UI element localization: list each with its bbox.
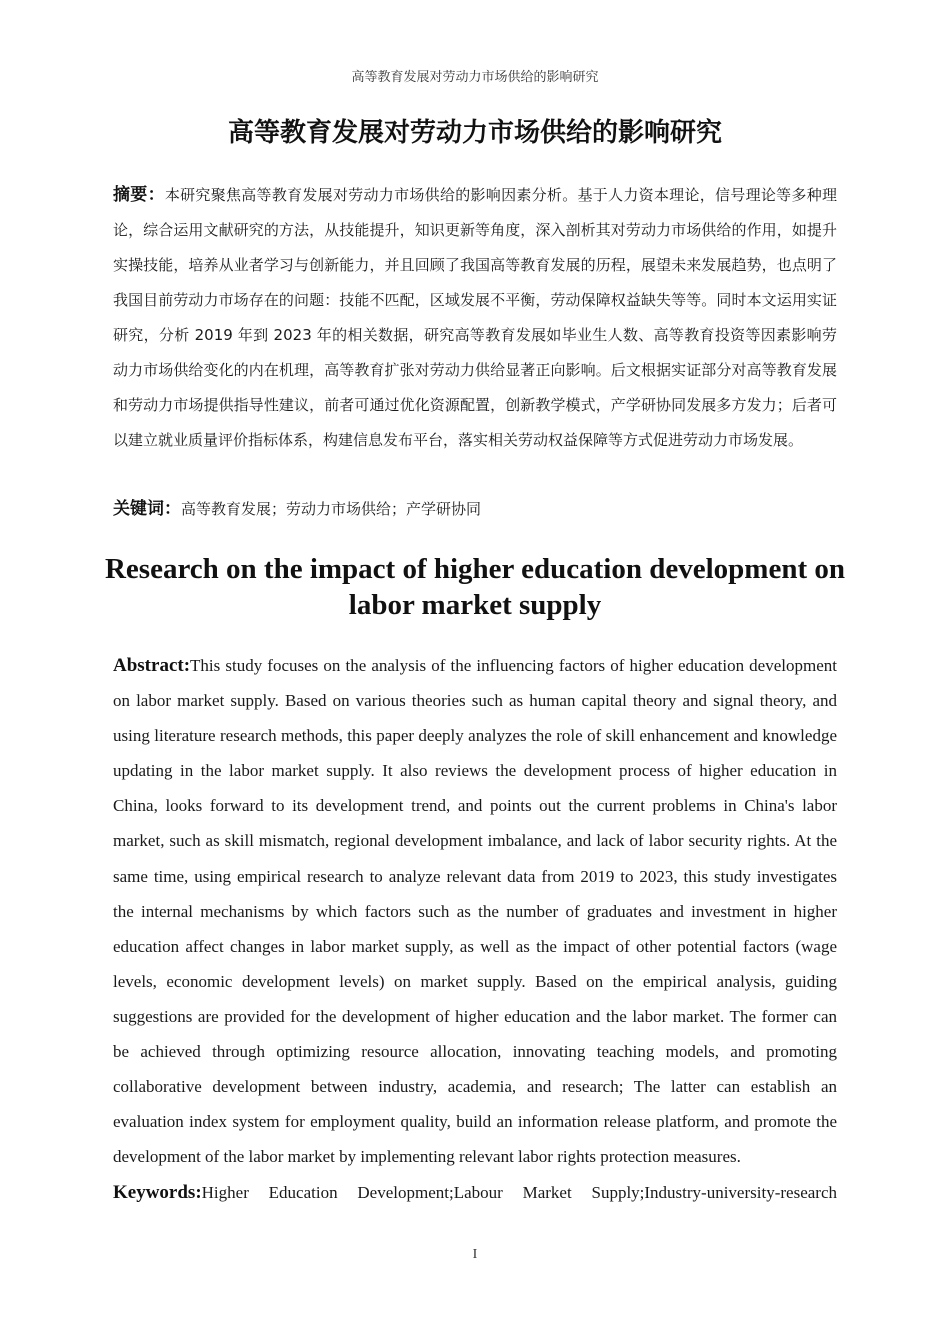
chinese-keywords-label: 关键词： [113,499,181,519]
english-abstract-text: This study focuses on the analysis of the influencing factors of higher education development on labor market supply. Based on various theories such as human capital theory and signal theory, and using literature research methods, this paper deeply analyzes the role of skill enhancement and knowledge updating in the labor market supply. It also reviews the development process of higher education in China, looks forward to its development trend, and points out the current problems in China's labor market, such as skill mismatch, regional development imbalance, and lack of labor security rights. At the same time, using empirical research to analyze relevant data from 2019 to 2023, this study investigates the internal mechanisms by which factors such as the number of graduates and investment in higher education affect changes in labor market supply, as well as the impact of other potential factors (wage levels, economic development levels) on market supply. Based on the empirical analysis, guiding suggestions are provided for the development of higher education and the labor market. The former can be achieved through optimizing resource allocation, innovating teaching models, and promoting collaborative development between industry, academia, and research; The latter can establish an evaluation index system for employment quality, build an information release platform, and promote the development of the labor market by implementing relevant labor rights protection measures. [113,656,837,1167]
english-abstract-label: Abstract: [113,655,191,676]
chinese-abstract-label: 摘要： [113,185,165,205]
english-keywords [113,1178,837,1208]
english-keywords-text: Higher Education Development;Labour Market Supply;Industry-university-research [201,1183,837,1202]
chinese-keywords [113,494,837,524]
english-title: Research on the impact of higher education development on labor market supply [104,553,845,621]
chinese-abstract-text: 本研究聚焦高等教育发展对劳动力市场供给的影响因素分析。基于人力资本理论，信号理论等多种理论，综合运用文献研究的方法，从技能提升，知识更新等角度，深入剖析其对劳动力市场供给的作用，如提升实操技能，培养从业者学习与创新能力，并且回顾了我国高等教育发展的历程，展望未来发展趋势，也点明了我国目前劳动力市场存在的问题：技能不匹配，区域发展不平衡，劳动保障权益缺失等等。同时本文运用实证研究，分析 2019 年到 2023 年的相关数据，研究高等教育发展如毕业生人数、高等教育投资等因素影响劳动力市场供给变化的内在机理，高等教育扩张对劳动力供给显著正向影响。后文根据实证部分对高等教育发展和劳动力市场提供指导性建议，前者可通过优化资源配置，创新教学模式，产学研协同发展多方发力；后者可以建立就业质量评价指标体系，构建信息发布平台，落实相关劳动权益保障等方式促进劳动力市场发展。 [113,186,838,449]
chinese-title: 高等教育发展对劳动力市场供给的影响研究 [227,118,722,148]
chinese-keywords-text: 高等教育发展；劳动力市场供给；产学研协同 [181,500,482,518]
english-keywords-label: Keywords: [113,1182,202,1203]
chinese-abstract [113,178,837,458]
english-abstract [113,648,837,1174]
page-number: I [472,1247,478,1262]
running-header: 高等教育发展对劳动力市场供给的影响研究 [351,70,599,85]
